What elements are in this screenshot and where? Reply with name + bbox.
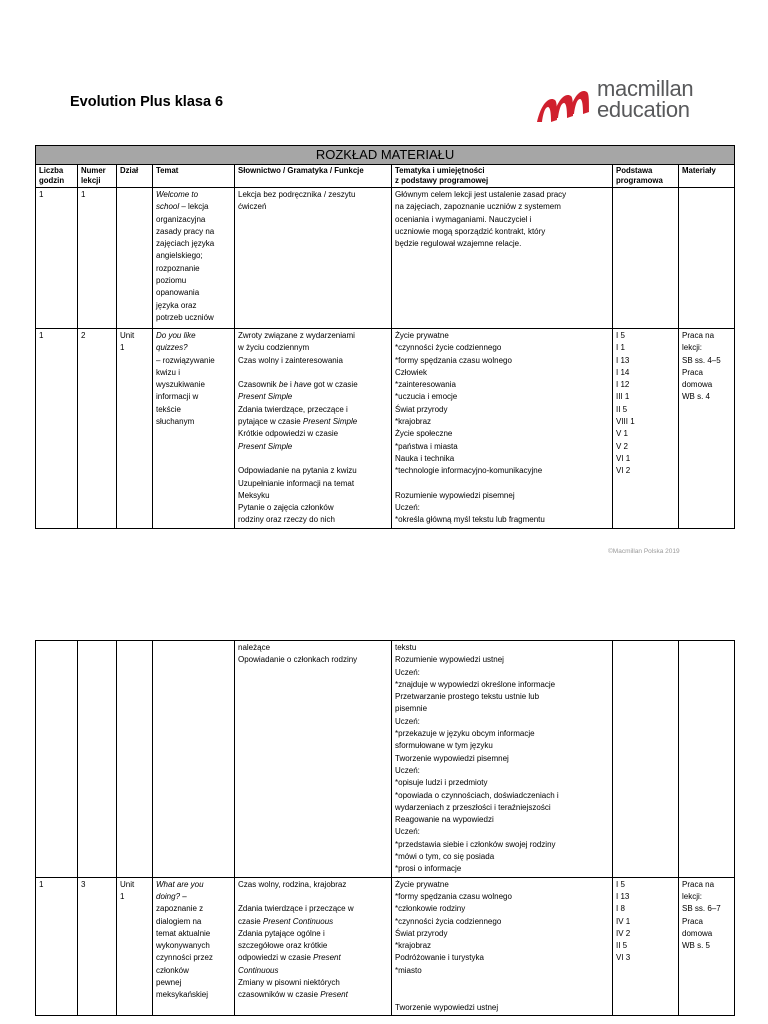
logo-word-macmillan: macmillan (597, 76, 694, 101)
cell-podstawa (613, 641, 679, 878)
cell-tematyka: Życie prywatne *formy spędzania czasu wolnego *członkowie rodziny *czynności życia codziennego Świat przyrody *krajobraz Podróżowanie i turystyka *miasto Tworzenie wypowiedzi ustnej (392, 877, 613, 1015)
header-materialy: Materiały (679, 165, 735, 188)
cell-temat: Do you like quizzes? – rozwiązywanie kwizu i wyszukiwanie informacji w tekście słuchanym (153, 329, 235, 529)
header-dzial: Dział (117, 165, 153, 188)
header-numer-lekcji: Numer lekcji (78, 165, 117, 188)
cell-temat (153, 641, 235, 878)
table-row (36, 188, 735, 329)
cell-podstawa (613, 188, 679, 329)
cell-tematyka: Życie prywatne *czynności życie codziennego *formy spędzania czasu wolnego Człowiek *zainteresowania *uczucia i emocje Świat przyrody *krajobraz Życie społeczne *państwa i miasta Nauka i technika *technologie informacyjno-komunikacyjne Rozumienie wypowiedzi pisemnej Uczeń: *określa główną myśl tekstu lub fragmentu (392, 329, 613, 529)
header-tematyka: Tematyka i umiejętności z podstawy programowej (392, 165, 613, 188)
cell-podstawa: I 5 I 1 I 13 I 14 I 12 III 1 II 5 VIII 1 V 1 V 2 VI 1 VI 2 (613, 329, 679, 529)
logo-word-education: education (597, 97, 690, 122)
cell-numer (78, 641, 117, 878)
cell-slownictwo: Lekcja bez podręcznika / zeszytu ćwiczeń (235, 188, 392, 329)
cell-materialy: Praca na lekcji: SB ss. 6–7 Praca domowa WB s. 5 (679, 877, 735, 1015)
cell-liczba: 1 (36, 188, 78, 329)
table-title: ROZKŁAD MATERIAŁU (36, 146, 735, 165)
cell-materialy: Praca na lekcji: SB ss. 4–5 Praca domowa WB s. 4 (679, 329, 735, 529)
cell-dzial: Unit 1 (117, 329, 153, 529)
cell-temat: Welcome to school – lekcja organizacyjna zasady pracy na zajęciach języka angielskiego; rozpoznanie poziomu opanowania języka oraz potrzeb uczniów (153, 188, 235, 329)
table-row (36, 641, 735, 878)
schedule-table-top (35, 145, 735, 529)
cell-dzial (117, 641, 153, 878)
header-liczba-godzin: Liczba godzin (36, 165, 78, 188)
cell-liczba: 1 (36, 329, 78, 529)
macmillan-logo-icon (535, 82, 595, 126)
header-slownictwo: Słownictwo / Gramatyka / Funkcje (235, 165, 392, 188)
cell-dzial: Unit 1 (117, 877, 153, 1015)
cell-liczba: 1 (36, 877, 78, 1015)
cell-liczba (36, 641, 78, 878)
cell-temat: What are you doing? – zapoznanie z dialogiem na temat aktualnie wykonywanych czynności przez członków pewnej meksykańskiej (153, 877, 235, 1015)
cell-numer: 3 (78, 877, 117, 1015)
page-title: Evolution Plus klasa 6 (70, 94, 224, 110)
cell-slownictwo: Zwroty związane z wydarzeniami w życiu codziennym Czas wolny i zainteresowania Czasownik be i have got w czasie Present Simple Zdania twierdzące, przeczące i pytające w czasie Present Simple Krótkie odpowiedzi w czasie Present Simple Odpowiadanie na pytania z kwizu Uzupełnianie informacji na temat Meksyku Pytanie o zajęcia członków rodziny oraz rzeczy do nich (235, 329, 392, 529)
cell-slownictwo: należące Opowiadanie o członkach rodziny (235, 641, 392, 878)
cell-tematyka: tekstu Rozumienie wypowiedzi ustnej Uczeń: *znajduje w wypowiedzi określone informacje Przetwarzanie prostego tekstu ustnie lub pisemnie Uczeń: *przekazuje w języku obcym informacje sformułowane w tym języku Tworzenie wypowiedzi pisemnej Uczeń: *opisuje ludzi i przedmioty *opowiada o czynnościach, doświadczeniach i wydarzeniach z przeszłości i teraźniejszości Reagowanie na wypowiedzi Uczeń: *przedstawia siebie i członków swojej rodziny *mówi o tym, co się posiada *prosi o informacje (392, 641, 613, 878)
cell-podstawa: I 5 I 13 I 8 IV 1 IV 2 II 5 VI 3 (613, 877, 679, 1015)
macmillan-education-logo (535, 78, 715, 128)
cell-materialy (679, 641, 735, 878)
cell-materialy (679, 188, 735, 329)
table-row (36, 877, 735, 1015)
header-podstawa: Podstawa programowa (613, 165, 679, 188)
table-row (36, 329, 735, 529)
header-temat: Temat (153, 165, 235, 188)
table-title-row (36, 146, 735, 165)
cell-tematyka: Głównym celem lekcji jest ustalenie zasad pracy na zajęciach, zapoznanie uczniów z systemem oceniania i wymaganiami. Nauczyciel i uczniowie mogą sporządzić kontrakt, który będzie regulował wzajemne relacje. (392, 188, 613, 329)
cell-dzial (117, 188, 153, 329)
schedule-table-bottom (35, 640, 735, 1016)
cell-numer: 1 (78, 188, 117, 329)
cell-numer: 2 (78, 329, 117, 529)
copyright-footer: ©Macmillan Polska 2019 (608, 548, 680, 555)
header-row (36, 165, 735, 188)
cell-slownictwo: Czas wolny, rodzina, krajobraz Zdania twierdzące i przeczące w czasie Present Continuous Zdania pytające ogólne i szczegółowe oraz krótkie odpowiedzi w czasie Present Continuous Zmiany w pisowni niektórych czasowników w czasie Present (235, 877, 392, 1015)
